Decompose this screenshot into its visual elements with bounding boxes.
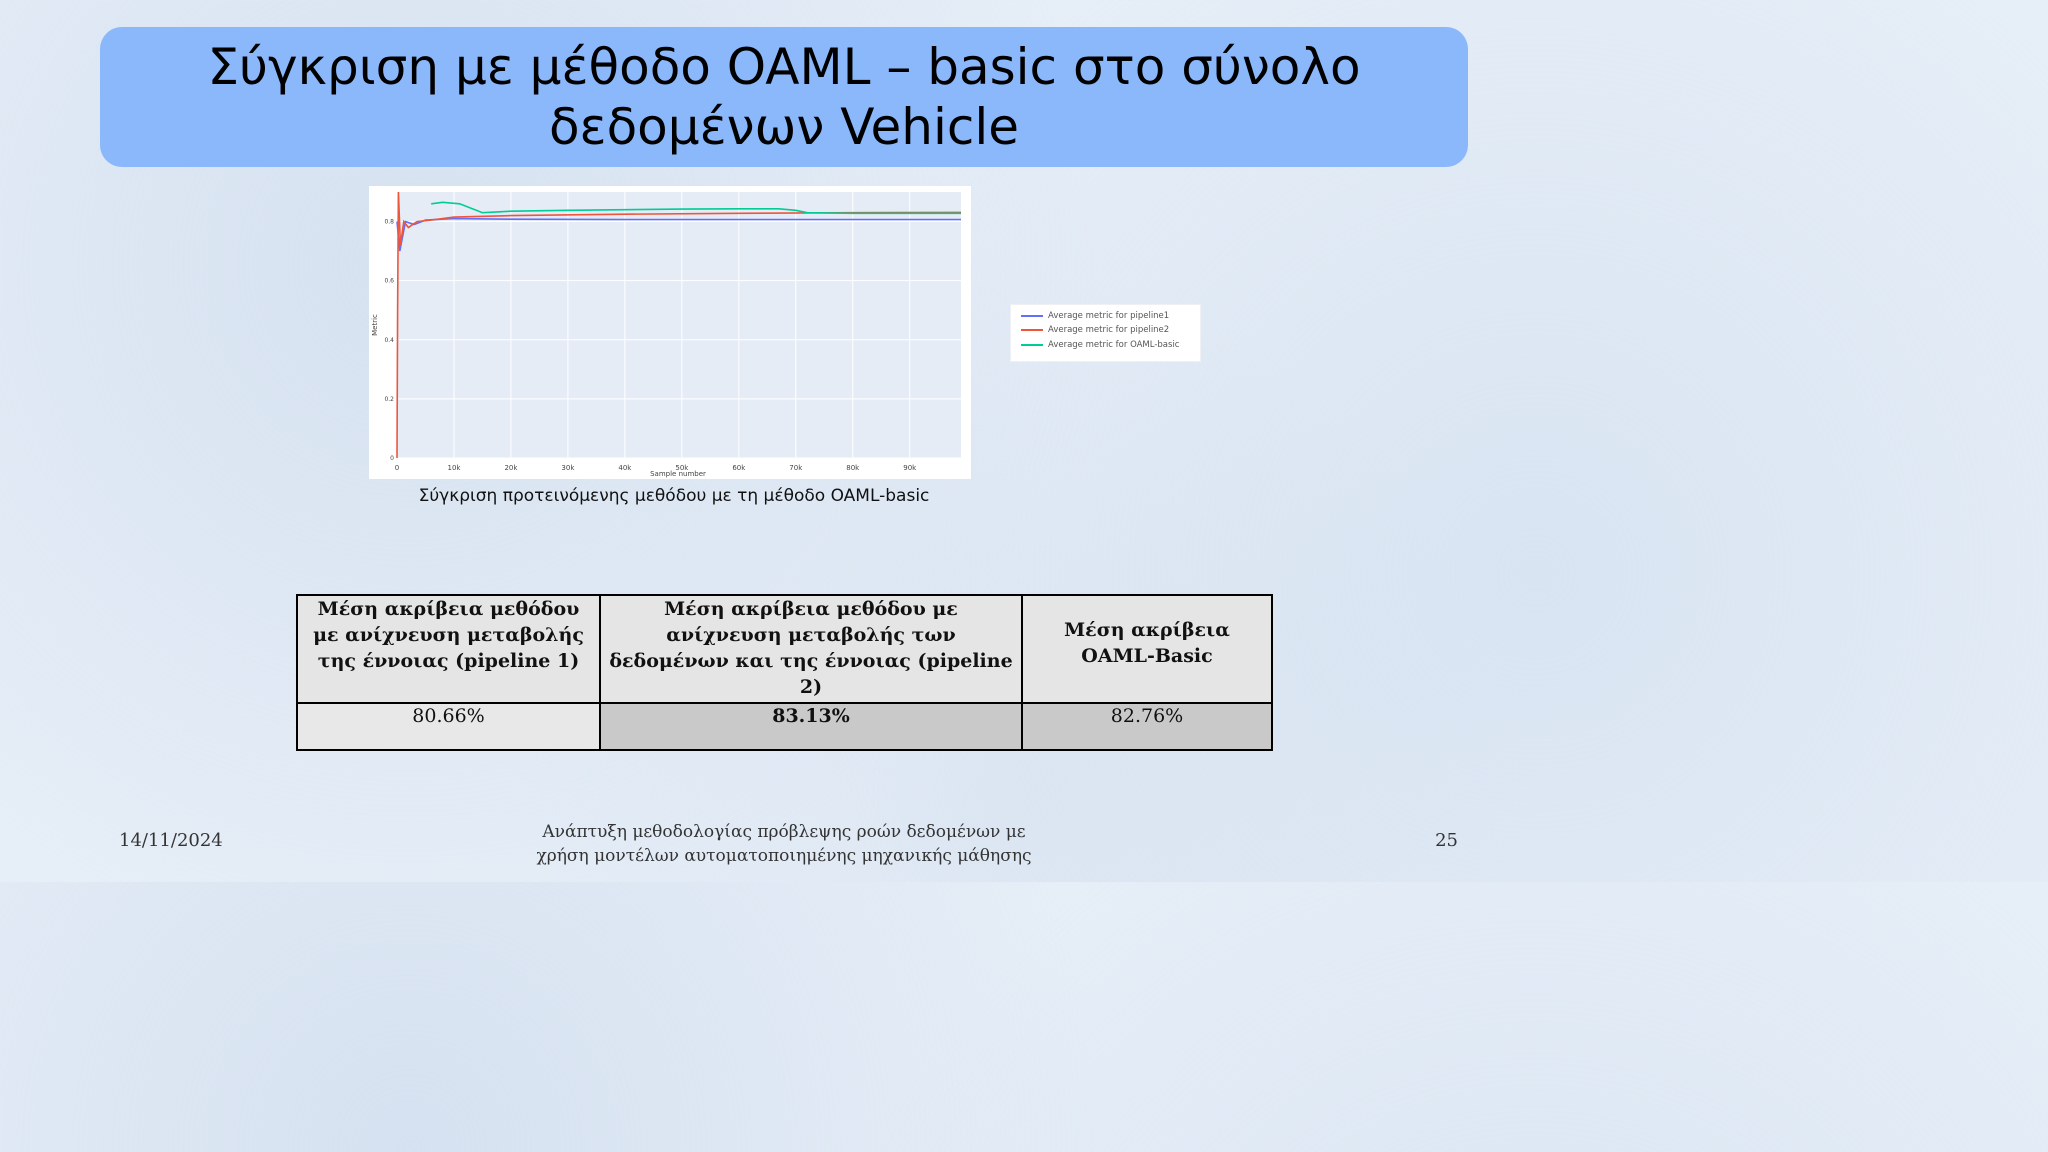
legend-swatch-pipeline1 bbox=[1021, 315, 1043, 317]
x-tick-label: 50k bbox=[675, 464, 689, 472]
x-tick-label: 40k bbox=[618, 464, 632, 472]
header-pipeline1: Μέση ακρίβεια μεθόδου με ανίχνευση μεταβολής της έννοιας (pipeline 1) bbox=[297, 595, 600, 703]
legend-label-pipeline1: Average metric for pipeline1 bbox=[1048, 311, 1170, 321]
title-banner bbox=[100, 27, 1468, 167]
footer-title-line-1: Ανάπτυξη μεθοδολογίας πρόβλεψης ροών δεδομένων με bbox=[542, 822, 1026, 842]
slide-title-line-2: δεδομένων Vehicle bbox=[548, 98, 1020, 156]
x-tick-label: 20k bbox=[504, 464, 518, 472]
x-tick-label: 80k bbox=[846, 464, 860, 472]
header-pipeline2: Μέση ακρίβεια μεθόδου με ανίχνευση μεταβολής των δεδομένων και της έννοιας (pipeline 2) bbox=[600, 595, 1022, 703]
footer-title bbox=[484, 820, 1084, 868]
footer-title-line-2: χρήση μοντέλων αυτοματοποιημένης μηχανικής μάθησης bbox=[536, 846, 1032, 866]
chart-legend bbox=[1010, 304, 1201, 362]
x-tick-label: 30k bbox=[561, 464, 575, 472]
legend-item-pipeline1 bbox=[1021, 311, 1169, 321]
chart-caption: Σύγκριση προτεινόμενης μεθόδου με τη μέθοδο OAML-basic bbox=[418, 486, 930, 506]
x-tick-label: 70k bbox=[789, 464, 803, 472]
legend-label-oaml-basic: Average metric for OAML-basic bbox=[1048, 340, 1180, 350]
y-axis-label: Metric bbox=[371, 314, 379, 336]
x-axis-label: Sample number bbox=[650, 470, 706, 478]
plot-area bbox=[397, 192, 961, 458]
value-pipeline2: 83.13% bbox=[600, 703, 1022, 750]
page-number: 25 bbox=[1435, 830, 1458, 851]
x-tick-label: 10k bbox=[447, 464, 461, 472]
y-tick-label: 0.8 bbox=[384, 218, 394, 226]
chart-image bbox=[369, 186, 971, 479]
table-row bbox=[297, 703, 1272, 750]
value-oaml-basic: 82.76% bbox=[1022, 703, 1272, 750]
y-tick-label: 0.4 bbox=[384, 336, 394, 344]
line-chart bbox=[369, 186, 971, 479]
legend-item-oaml-basic bbox=[1021, 340, 1179, 350]
table-header-row bbox=[297, 595, 1272, 703]
y-tick-label: 0.2 bbox=[384, 395, 394, 403]
results-table bbox=[296, 594, 1273, 751]
y-tick-label: 0 bbox=[390, 455, 394, 462]
legend-item-pipeline2 bbox=[1021, 325, 1169, 335]
footer-date: 14/11/2024 bbox=[119, 830, 223, 851]
x-tick-label: 60k bbox=[732, 464, 746, 472]
x-tick-label: 0 bbox=[394, 464, 400, 472]
y-tick-label: 0.6 bbox=[384, 277, 394, 285]
legend-swatch-pipeline2 bbox=[1021, 329, 1043, 331]
legend-label-pipeline2: Average metric for pipeline2 bbox=[1048, 325, 1170, 335]
x-tick-label: 90k bbox=[903, 464, 917, 472]
header-oaml-basic: Μέση ακρίβεια OAML-Basic bbox=[1022, 595, 1272, 703]
legend-swatch-oaml-basic bbox=[1021, 344, 1043, 346]
value-pipeline1: 80.66% bbox=[297, 703, 600, 750]
slide-title-line-1: Σύγκριση με μέθοδο OAML – basic στο σύνολο bbox=[207, 38, 1361, 96]
